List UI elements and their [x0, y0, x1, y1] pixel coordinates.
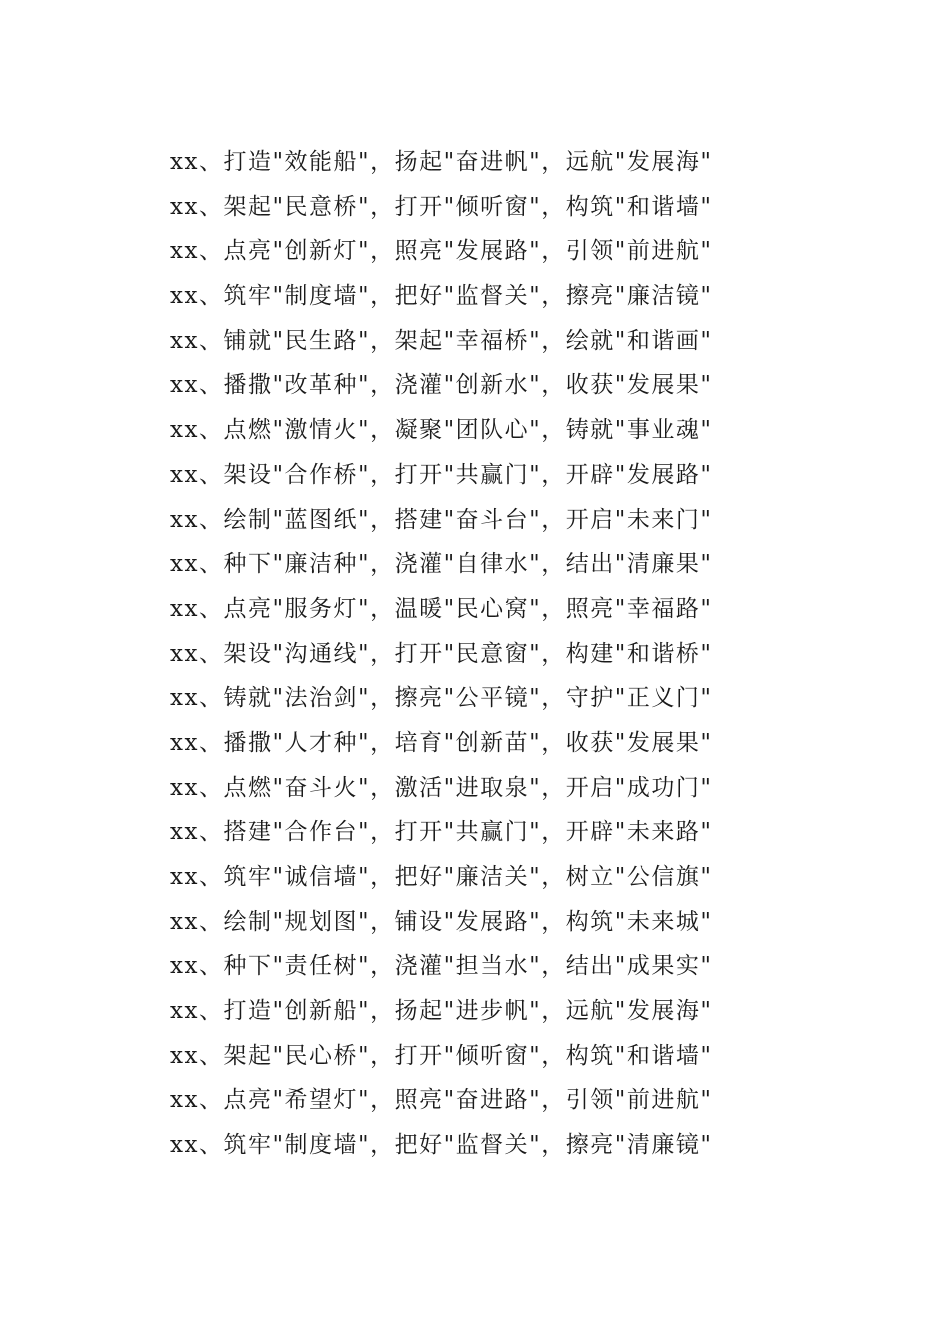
list-item: xx、打造"效能船"，扬起"奋进帆"，远航"发展海" [170, 149, 713, 175]
list-item: xx、筑牢"制度墙"，把好"监督关"，擦亮"清廉镜" [170, 1132, 713, 1159]
list-item: xx、搭建"合作台"，打开"共赢门"，开辟"未来路" [170, 819, 713, 846]
list-item: xx、打造"创新船"，扬起"进步帆"，远航"发展海" [170, 998, 713, 1025]
list-item: xx、播撒"人才种"，培育"创新苗"，收获"发展果" [170, 729, 713, 756]
list-item: xx、点亮"服务灯"，温暖"民心窝"，照亮"幸福路" [170, 595, 713, 622]
list-item: xx、绘制"规划图"，铺设"发展路"，构筑"未来城" [170, 908, 713, 935]
list-item: xx、铺就"民生路"，架起"幸福桥"，绘就"和谐画" [170, 327, 713, 354]
list-item: xx、种下"廉洁种"，浇灌"自律水"，结出"清廉果" [170, 551, 713, 578]
list-item: xx、点亮"希望灯"，照亮"奋进路"，引领"前进航" [170, 1087, 713, 1114]
list-item: xx、播撒"改革种"，浇灌"创新水"，收获"发展果" [170, 372, 713, 399]
list-item: xx、绘制"蓝图纸"，搭建"奋斗台"，开启"未来门" [170, 506, 713, 533]
list-item: xx、架设"沟通线"，打开"民意窗"，构建"和谐桥" [170, 640, 713, 667]
list-item: xx、架起"民心桥"，打开"倾听窗"，构筑"和谐墙" [170, 1042, 713, 1069]
list-item: xx、点燃"奋斗火"，激活"进取泉"，开启"成功门" [170, 774, 713, 801]
list-item: xx、架起"民意桥"，打开"倾听窗"，构筑"和谐墙" [170, 193, 713, 220]
list-item: xx、铸就"法治剑"，擦亮"公平镜"，守护"正义门" [170, 685, 713, 712]
list-item: xx、点燃"激情火"，凝聚"团队心"，铸就"事业魂" [170, 417, 713, 444]
list-item: xx、种下"责任树"，浇灌"担当水"，结出"成果实" [170, 953, 713, 980]
heading-list [170, 140, 790, 1168]
list-item: xx、筑牢"制度墙"，把好"监督关"，擦亮"廉洁镜" [170, 283, 713, 310]
list-item: xx、架设"合作桥"，打开"共赢门"，开辟"发展路" [170, 461, 713, 488]
list-item: xx、筑牢"诚信墙"，把好"廉洁关"，树立"公信旗" [170, 864, 713, 890]
list-item: xx、点亮"创新灯"，照亮"发展路"，引领"前进航" [170, 238, 713, 265]
